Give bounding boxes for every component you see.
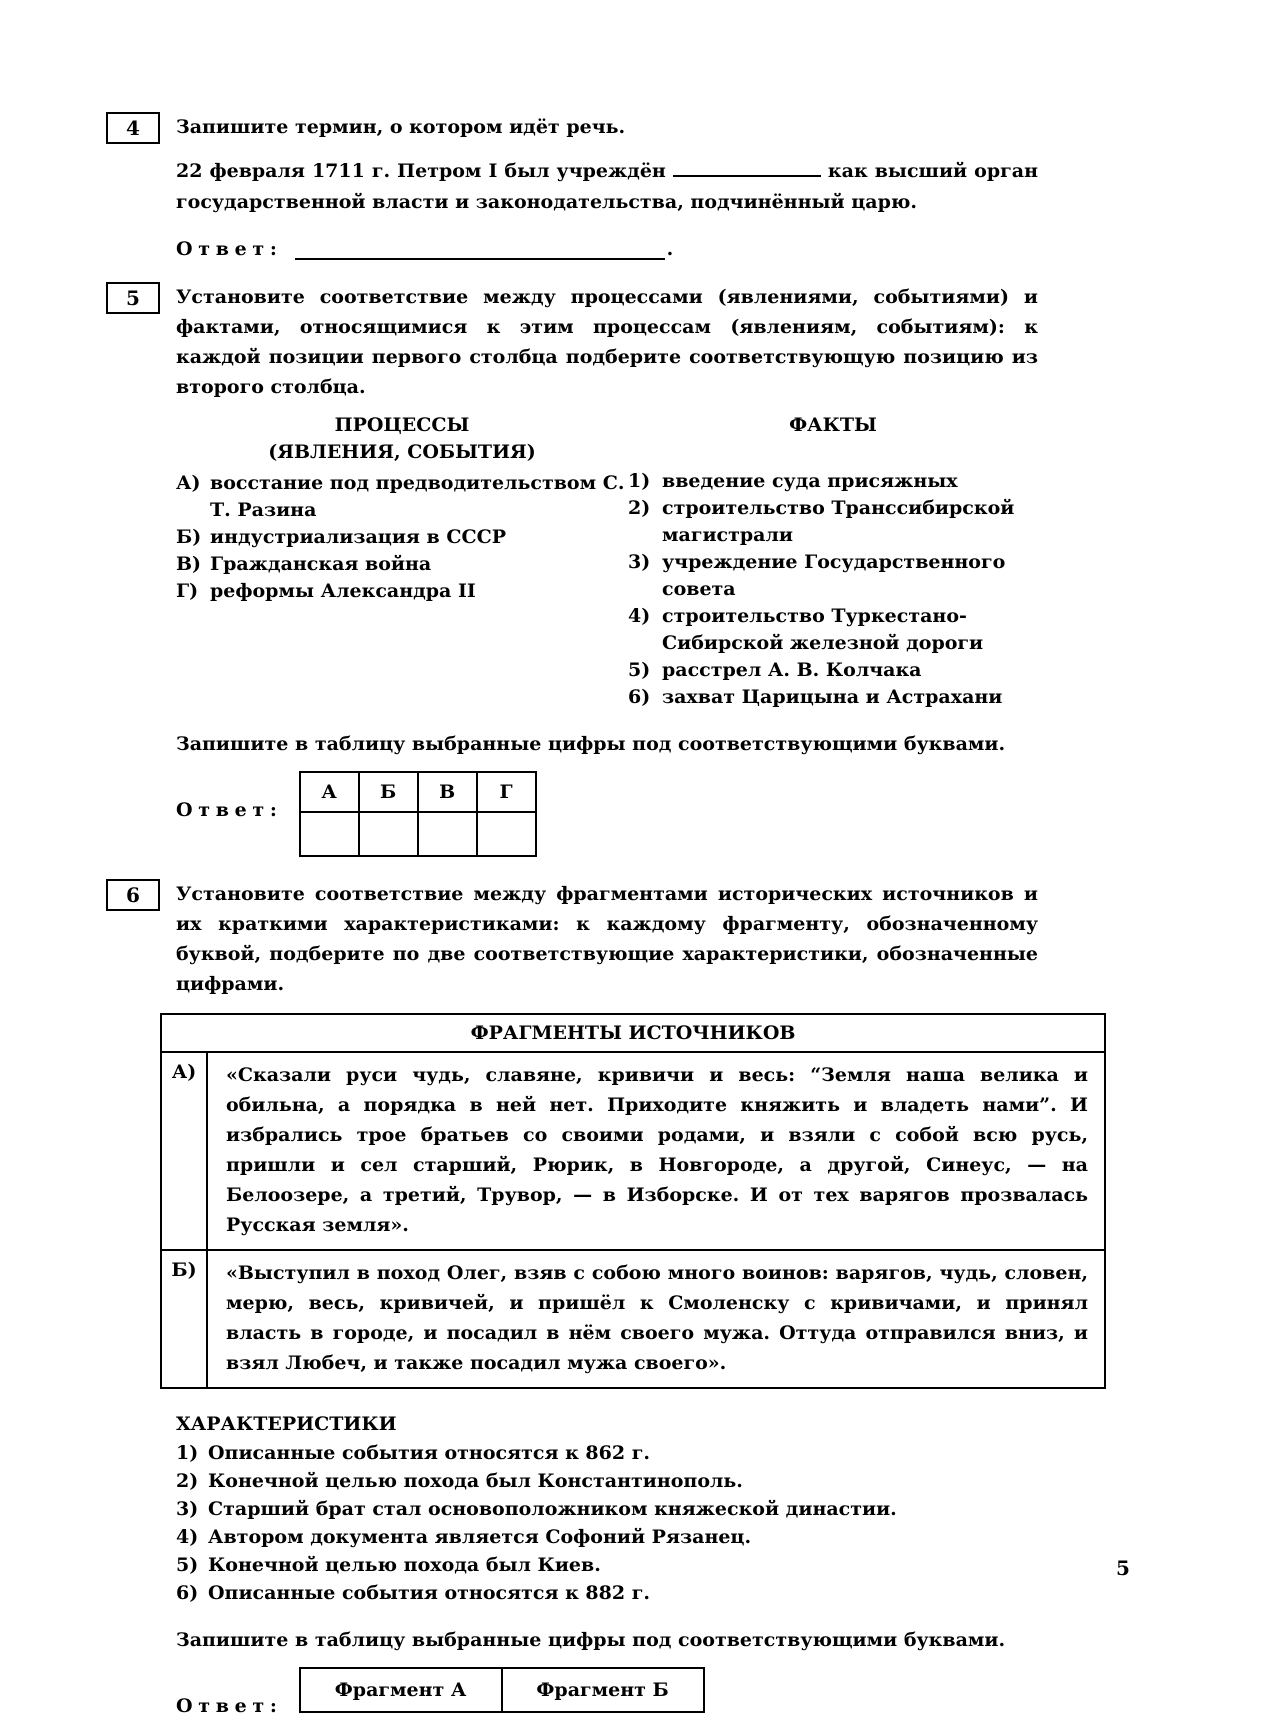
list-item	[628, 549, 1038, 603]
item-label: 6)	[628, 686, 651, 708]
question-6	[0, 879, 1270, 1713]
answer-label: Ответ:	[176, 799, 283, 821]
item-label: 1)	[628, 470, 651, 492]
facts-list	[628, 468, 1038, 711]
processes-header-line2: (ЯВЛЕНИЯ, СОБЫТИЯ)	[268, 441, 536, 463]
item-text: захват Царицына и Астрахани	[662, 686, 1003, 708]
list-item	[628, 468, 1038, 495]
item-text: Описанные события относятся к 882 г.	[208, 1582, 650, 1604]
processes-column	[176, 412, 628, 711]
question-5-instruction: Установите соответствие между процессами (явлениями, событиями) и фактами, относящимися к этим процессам (явлениям, событиям): к каждой позиции первого столбца подберите соответствующую позицию из второго столбца.	[176, 286, 1038, 398]
item-text: индустриализация в СССР	[210, 526, 507, 548]
question-6-answer-block	[176, 1667, 1038, 1713]
item-text: Описанные события относятся к 862 г.	[208, 1442, 650, 1464]
answer-col-header: Фрагмент Б	[502, 1668, 704, 1712]
question-5	[0, 282, 1270, 857]
fragments-table-title: ФРАГМЕНТЫ ИСТОЧНИКОВ	[161, 1014, 1105, 1052]
item-label: 6)	[176, 1582, 199, 1604]
question-4-title: Запишите термин, о котором идёт речь.	[176, 116, 626, 138]
answer-col-header: Фрагмент А	[300, 1668, 502, 1712]
item-text: строительство Транссибирской магистрали	[662, 497, 1015, 546]
matching-columns	[176, 412, 1038, 711]
characteristics-title: ХАРАКТЕРИСТИКИ	[176, 1413, 397, 1435]
item-label: Б)	[176, 526, 202, 548]
answer-cell[interactable]	[477, 812, 536, 856]
item-text: восстание под предводительством С. Т. Разина	[210, 472, 625, 521]
item-text: расстрел А. В. Колчака	[662, 659, 922, 681]
item-label: Г)	[176, 580, 199, 602]
question-6-instruction: Установите соответствие между фрагментами исторических источников и их краткими характеристиками: к каждому фрагменту, обозначенному буквой, подберите по две соответствующие характеристики, обозначенные цифрами.	[176, 883, 1038, 995]
answer-table-header-row	[300, 1668, 704, 1712]
list-item	[176, 470, 628, 524]
list-item	[176, 1523, 1038, 1551]
answer-table-header-row	[300, 772, 536, 812]
item-label: 3)	[176, 1498, 199, 1520]
list-item	[176, 1579, 1038, 1607]
question-5-answer-block	[176, 771, 1038, 857]
list-item	[176, 578, 628, 605]
question-6-write-instruction: Запишите в таблицу выбранные цифры под соответствующими буквами.	[176, 1629, 1006, 1651]
list-item	[176, 524, 628, 551]
facts-column	[628, 412, 1038, 711]
processes-list	[176, 470, 628, 605]
fragment-label: Б)	[161, 1250, 207, 1388]
characteristics-list	[176, 1439, 1038, 1607]
item-text: Гражданская война	[210, 553, 432, 575]
fragment-row	[161, 1052, 1105, 1250]
question-4-number: 4	[126, 116, 140, 140]
question-4-text-after: как высший орган государственной власти и законодательства, подчинённый царю.	[176, 160, 1038, 213]
answer-col-header: Г	[477, 772, 536, 812]
answer-line-period: .	[666, 238, 674, 260]
question-5-number: 5	[126, 286, 140, 310]
answer-table-input-row	[300, 812, 536, 856]
question-4-number-box	[106, 112, 160, 144]
fragment-text: «Выступил в поход Олег, взяв с собою много воинов: варягов, чудь, словен, мерю, весь, кривичей, и пришёл к Смоленску с кривичами, и принял власть в городе, и посадил в нём своего мужа. Оттуда отправился вниз, и взял Любеч, и также посадил мужа своего».	[207, 1250, 1105, 1388]
answer-col-header: А	[300, 772, 359, 812]
list-item	[628, 684, 1038, 711]
item-label: 3)	[628, 551, 651, 573]
fragments-table	[160, 1013, 1106, 1389]
answer-cell[interactable]	[300, 812, 359, 856]
facts-header: ФАКТЫ	[789, 414, 877, 436]
item-label: 2)	[628, 497, 651, 519]
item-text: Автором документа является Софоний Рязанец.	[208, 1526, 752, 1548]
item-text: Конечной целью похода был Константинополь.	[208, 1470, 743, 1492]
item-label: 1)	[176, 1442, 199, 1464]
list-item	[176, 551, 628, 578]
answer-cell[interactable]	[359, 812, 418, 856]
answer-label: Ответ:	[176, 1695, 283, 1713]
list-item	[176, 1467, 1038, 1495]
question-4	[0, 0, 1270, 260]
item-label: 4)	[176, 1526, 199, 1548]
question-4-text-before: 22 февраля 1711 г. Петром I был учреждён	[176, 160, 666, 182]
answer-label: Ответ:	[176, 238, 283, 260]
question-5-answer-table	[299, 771, 537, 857]
list-item	[628, 603, 1038, 657]
list-item	[176, 1439, 1038, 1467]
item-label: 2)	[176, 1470, 199, 1492]
term-blank-line[interactable]	[673, 160, 821, 177]
item-label: 4)	[628, 605, 651, 627]
processes-header-line1: ПРОЦЕССЫ	[334, 414, 470, 436]
list-item	[176, 1495, 1038, 1523]
answer-write-line[interactable]	[295, 234, 665, 260]
list-item	[628, 495, 1038, 549]
fragments-table-header-row	[161, 1014, 1105, 1052]
question-6-number: 6	[126, 883, 140, 907]
answer-col-header: В	[418, 772, 477, 812]
question-5-number-box	[106, 282, 160, 314]
item-label: 5)	[176, 1554, 199, 1576]
question-4-text	[176, 156, 1038, 218]
answer-cell[interactable]	[418, 812, 477, 856]
item-text: Конечной целью похода был Киев.	[208, 1554, 601, 1576]
question-6-answer-table	[299, 1667, 705, 1713]
answer-col-header: Б	[359, 772, 418, 812]
list-item	[628, 657, 1038, 684]
list-item	[176, 1551, 1038, 1579]
item-label: В)	[176, 553, 202, 575]
question-4-answer-row	[176, 234, 1038, 260]
item-label: 5)	[628, 659, 651, 681]
fragment-text: «Сказали руси чудь, славяне, кривичи и весь: “Земля наша велика и обильна, а порядка в ней нет. Приходите княжить и владеть нами”. И избрались трое братьев со своими родами, и взяли с собой всю русь, пришли и сел старший, Рюрик, в Новгороде, а другой, Синеус, — на Белоозере, а третий, Трувор, — в Изборске. И от тех варягов прозвалась Русская земля».	[207, 1052, 1105, 1250]
question-5-write-instruction: Запишите в таблицу выбранные цифры под соответствующими буквами.	[176, 733, 1006, 755]
item-text: строительство Туркестано-Сибирской железной дороги	[662, 605, 984, 654]
page-number: 5	[1116, 1556, 1130, 1580]
item-label: А)	[176, 472, 201, 494]
item-text: Старший брат стал основоположником княжеской династии.	[208, 1498, 897, 1520]
fragment-label: А)	[161, 1052, 207, 1250]
item-text: учреждение Государственного совета	[662, 551, 1006, 600]
question-6-number-box	[106, 879, 160, 911]
item-text: введение суда присяжных	[662, 470, 958, 492]
fragment-row	[161, 1250, 1105, 1388]
item-text: реформы Александра II	[210, 580, 476, 602]
